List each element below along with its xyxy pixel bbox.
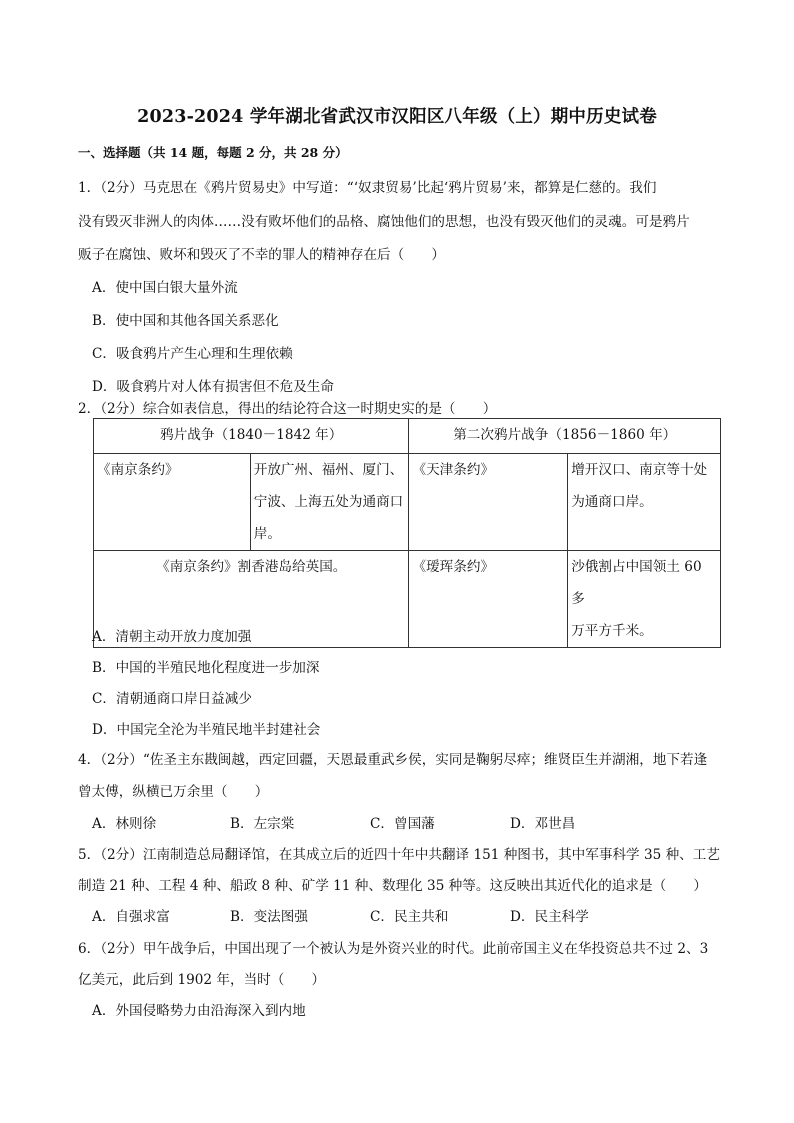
q5-stem-line-2: 制造 21 种、工程 4 种、船政 8 种、矿学 11 种、数理化 35 种等。这反映出其近代化的追求是（ ）	[78, 878, 707, 894]
q5-option-c: C．民主共和	[370, 909, 449, 925]
q4-option-a: A．林则徐	[92, 816, 157, 832]
table-cell-tianjin-ports	[568, 454, 721, 551]
q2-option-b: B．中国的半殖民地化程度进一步加深	[92, 660, 320, 676]
q6-option-a: A．外国侵略势力由沿海深入到内地	[92, 1003, 306, 1019]
exam-title: 2023-2024 学年湖北省武汉市汉阳区八年级（上）期中历史试卷	[137, 107, 657, 127]
q4-option-b: B．左宗棠	[230, 816, 295, 832]
q4-option-c: C．曾国藩	[370, 816, 435, 832]
q1-stem-line-3: 贩子在腐蚀、败坏和毁灭了不幸的罪人的精神存在后（ ）	[78, 247, 446, 263]
cell-line: 万平方千米。	[571, 623, 653, 639]
q6-stem-line-1: 6．（2分）甲午战争后，中国出现了一个被认为是外资兴业的时代。此前帝国主义在华投资总共不过 2、3	[78, 941, 709, 957]
table-cell-aigun-territory	[568, 551, 721, 648]
cell-line: 为通商口岸。	[571, 494, 653, 510]
cell-line: 沙俄割占中国领土 60 多	[571, 559, 702, 607]
table-cell-treaty-nanjing: 《南京条约》	[94, 454, 251, 551]
q6-stem-line-2: 亿美元，此后到 1902 年，当时（ ）	[78, 972, 326, 988]
q4-stem-line-2: 曾太傅，纵横已万余里（ ）	[78, 784, 269, 800]
table-header-opium-war: 鸦片战争（1840－1842 年）	[94, 419, 409, 454]
section-heading: 一、选择题（共 14 题，每题 2 分，共 28 分）	[78, 145, 348, 160]
table-cell-nanjing-ports	[250, 454, 409, 551]
q1-stem-line-2: 没有毁灭非洲人的肉体……没有败坏他们的品格、腐蚀他们的思想，也没有毁灭他们的灵魂。可是鸦片	[78, 214, 690, 230]
q5-option-d: D．民主科学	[510, 909, 589, 925]
table-header-second-opium-war: 第二次鸦片战争（1856－1860 年）	[409, 419, 721, 454]
table-cell-treaty-tianjin: 《天津条约》	[409, 454, 568, 551]
q4-stem-line-1: 4．（2分）“佐圣主东戡闽越，西定回疆，天恩最重武乡侯，实同是鞠躬尽瘁；维贤臣生并湖湘，地下若逢	[78, 752, 708, 768]
q2-table	[93, 418, 721, 648]
table-cell-treaty-aigun: 《瑷珲条约》	[409, 551, 568, 648]
q5-stem-line-1: 5．（2分）江南制造总局翻译馆，在其成立后的近四十年中共翻译 151 种图书，其中军事科学 35 种、工艺	[78, 847, 720, 863]
q2-option-c: C．清朝通商口岸日益减少	[92, 691, 252, 707]
table-cell-hongkong-cession: 《南京条约》割香港岛给英国。	[94, 551, 409, 648]
cell-line: 岸。	[253, 526, 281, 542]
cell-line: 开放广州、福州、厦门、	[253, 462, 404, 478]
cell-line: 宁波、上海五处为通商口	[253, 494, 404, 510]
q2-stem: 2．（2分）综合如表信息，得出的结论符合这一时期史实的是（ ）	[78, 401, 497, 417]
q1-option-d: D．吸食鸦片对人体有损害但不危及生命	[92, 379, 334, 395]
q1-option-c: C．吸食鸦片产生心理和生理依赖	[92, 346, 293, 362]
q5-option-a: A．自强求富	[92, 909, 170, 925]
q1-option-a: A．使中国白银大量外流	[92, 280, 238, 296]
q1-option-b: B．使中国和其他各国关系恶化	[92, 313, 279, 329]
q2-option-a: A．清朝主动开放力度加强	[92, 629, 252, 645]
q2-option-d: D．中国完全沦为半殖民地半封建社会	[92, 722, 321, 738]
cell-line: 增开汉口、南京等十处	[571, 462, 708, 478]
q1-stem-line-1: 1．（2分）马克思在《鸦片贸易史》中写道：“‘奴隶贸易’比起‘鸦片贸易’来，都算是仁慈的。我们	[78, 180, 657, 196]
q4-option-d: D．邓世昌	[510, 816, 576, 832]
q5-option-b: B．变法图强	[230, 909, 308, 925]
